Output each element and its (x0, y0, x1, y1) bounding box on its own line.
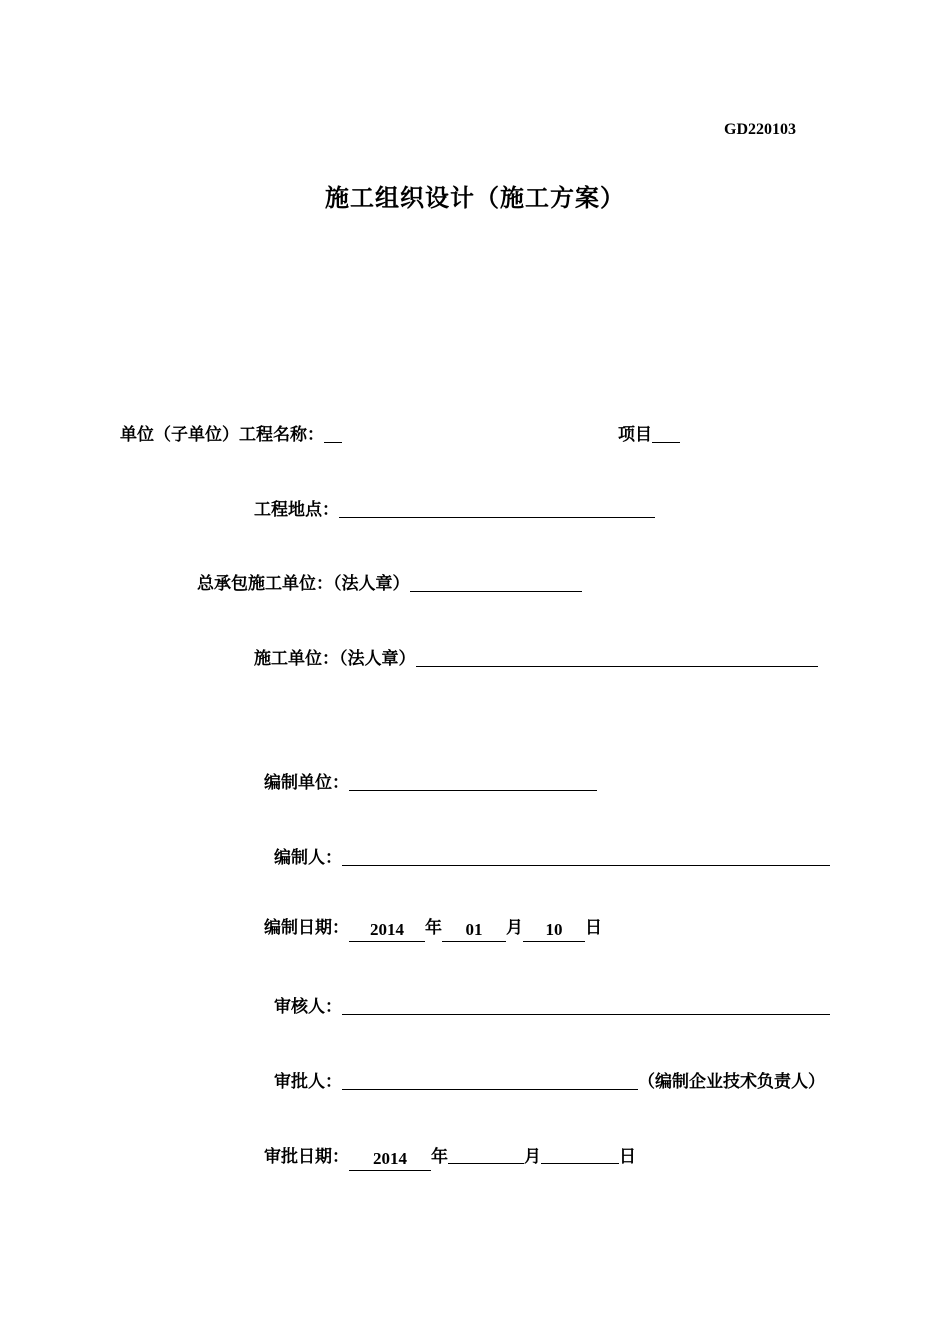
compile-day-field[interactable]: 10 (523, 920, 585, 942)
approve-year-field[interactable]: 2014 (349, 1149, 431, 1171)
compile-month-field[interactable]: 01 (442, 920, 506, 942)
approver-row (274, 1066, 825, 1090)
compiler-label: 编制人： (274, 848, 342, 868)
compile-day-unit: 日 (585, 918, 602, 938)
location-row (254, 494, 655, 518)
unit-project-name-row (120, 419, 342, 443)
approve-month-unit: 月 (524, 1147, 541, 1167)
approver-label: 审批人： (274, 1072, 342, 1092)
contractor-row (254, 643, 818, 667)
approve-month-field[interactable] (448, 1142, 524, 1164)
compile-unit-label: 编制单位： (264, 773, 349, 793)
approve-day-unit: 日 (619, 1147, 636, 1167)
document-title: 施工组织设计（施工方案） (325, 183, 625, 212)
unit-project-name-field[interactable] (324, 422, 342, 443)
document-code: GD220103 (724, 121, 796, 138)
general-contractor-row (197, 568, 582, 592)
general-contractor-seal: （法人章） (333, 574, 410, 594)
compile-month-unit: 月 (506, 918, 523, 938)
general-contractor-label: 总承包施工单位： (197, 574, 333, 594)
item-label: 项目 (618, 425, 652, 445)
contractor-seal: （法人章） (339, 649, 416, 669)
contractor-field[interactable] (416, 646, 818, 667)
compile-date-row (264, 916, 602, 940)
location-field[interactable] (339, 497, 655, 518)
contractor-label: 施工单位： (254, 649, 339, 669)
general-contractor-field[interactable] (410, 571, 582, 592)
approve-year-unit: 年 (431, 1147, 448, 1167)
compile-year-unit: 年 (425, 918, 442, 938)
approver-note: （编制企业技术负责人） (638, 1072, 825, 1092)
reviewer-label: 审核人： (274, 997, 342, 1017)
compile-unit-field[interactable] (349, 770, 597, 791)
reviewer-field[interactable] (342, 994, 830, 1015)
reviewer-row (274, 991, 830, 1015)
item-field[interactable] (652, 422, 680, 443)
approve-date-label: 审批日期： (264, 1147, 349, 1167)
approver-field[interactable] (342, 1069, 638, 1090)
unit-project-name-label: 单位（子单位）工程名称： (120, 425, 324, 445)
compiler-field[interactable] (342, 845, 830, 866)
compile-date-label: 编制日期： (264, 918, 349, 938)
compile-unit-row (264, 767, 597, 791)
approve-date-row (264, 1140, 636, 1168)
approve-day-field[interactable] (541, 1142, 619, 1164)
compile-year-field[interactable]: 2014 (349, 920, 425, 942)
item-row (618, 419, 680, 443)
location-label: 工程地点： (254, 500, 339, 520)
compiler-row (274, 842, 830, 866)
